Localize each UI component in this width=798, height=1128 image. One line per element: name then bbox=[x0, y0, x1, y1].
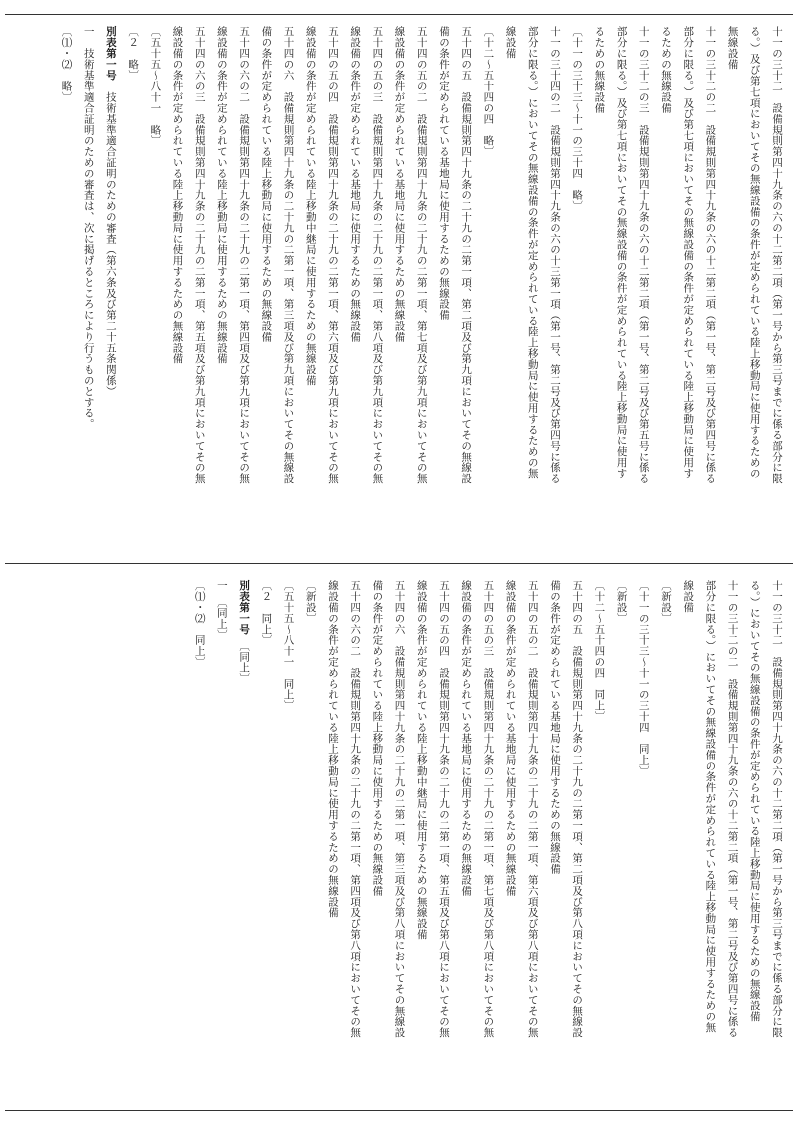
text-line: 五十四の五の三 設備規則第四十九条の二十九の二第一項、第八項及び第九項においてその無 bbox=[371, 26, 384, 484]
appendix-label: 別表第一号 bbox=[104, 26, 117, 81]
text-line: 一 〔同上〕 bbox=[215, 580, 228, 641]
revised-text-panel bbox=[18, 26, 788, 551]
text-line: 五十四の五の四 設備規則第四十九条の二十九の二第一項、第六項及び第九項においてその無 bbox=[326, 26, 339, 484]
text-line: 五十四の六の三 設備規則第四十九条の二十九の二第一項、第五項及び第九項においてその無 bbox=[193, 26, 206, 484]
text-line: る。）及び第七項においてその無線設備の条件が定められている陸上移動局に使用するための bbox=[748, 26, 761, 479]
text-line: 〔十二～五十四の四 略〕 bbox=[482, 26, 495, 157]
text-line: 〔五十五～八十一 略〕 bbox=[149, 26, 162, 146]
text-line: 部分に限る。）においてその無線設備の条件が定められている陸上移動局に使用するための無 bbox=[704, 580, 717, 1033]
text-line: るための無線設備 bbox=[659, 26, 672, 114]
text-line: 線設備の条件が定められている基地局に使用するための無線設備 bbox=[504, 580, 517, 897]
text-line: 線設備の条件が定められている陸上移動局に使用するための無線設備 bbox=[326, 580, 339, 918]
middle-rule bbox=[5, 563, 793, 564]
text-line: 五十四の五の四 設備規則第四十九条の二十九の二第一項、第五項及び第八項においてその無 bbox=[437, 580, 450, 1038]
text-line: 十一の三十二の二 設備規則第四十九条の六の十二第二項（第一号、第二号及び第四号に係る bbox=[704, 26, 717, 484]
text-line: 五十四の六 設備規則第四十九条の二十九の二第一項、第三項及び第九項においてその無線設 bbox=[282, 26, 295, 484]
text-line: 〔新設〕 bbox=[304, 580, 317, 624]
text-line: 〔新設〕 bbox=[615, 580, 628, 624]
text-line: 〔五十五～八十一 同上〕 bbox=[282, 580, 295, 711]
text-line: 備の条件が定められている陸上移動局に使用するための無線設備 bbox=[371, 580, 384, 897]
appendix-label: 別表第一号 bbox=[238, 580, 251, 635]
text-line: 一 技術基準適合証明のための審査は、次に掲げるところにより行うものとする。 bbox=[82, 26, 95, 430]
text-line: 十一の三十二の三 設備規則第四十九条の六の十二第二項（第一号、第二号及び第五号に係る bbox=[637, 26, 650, 484]
appendix-heading: 別表第一号 技術基準適合証明のための審査（第六条及び第二十五条関係） bbox=[104, 26, 117, 397]
text-line: 五十四の六の二 設備規則第四十九条の二十九の二第一項、第四項及び第八項においてその無 bbox=[349, 580, 362, 1038]
text-line: 五十四の六の二 設備規則第四十九条の二十九の二第一項、第四項及び第九項においてその無 bbox=[238, 26, 251, 484]
top-rule bbox=[5, 14, 793, 15]
text-line: 線設備の条件が定められている陸上移動局に使用するための無線設備 bbox=[171, 26, 184, 364]
text-line: 線設備の条件が定められている基地局に使用するための無線設備 bbox=[393, 26, 406, 343]
text-line: 〔十一の三十三～十一の三十四 略〕 bbox=[571, 26, 584, 212]
text-line: 線設備の条件が定められている基地局に使用するための無線設備 bbox=[349, 26, 362, 343]
text-line: 線設備の条件が定められている基地局に使用するための無線設備 bbox=[460, 580, 473, 897]
text-line: 〔２ 同上〕 bbox=[260, 580, 273, 646]
text-line: 部分に限る。）及び第七項においてその無線設備の条件が定められている陸上移動局に使用す bbox=[682, 26, 695, 479]
text-line: 〔十一の三十三～十一の三十四 同上〕 bbox=[637, 580, 650, 777]
text-line: 〔十二～五十四の四 同上〕 bbox=[593, 580, 606, 722]
text-line: 十一の三十四の二 設備規則第四十九条の六の十三第一項（第一号、第二号及び第四号に係る bbox=[548, 26, 561, 484]
bottom-rule bbox=[5, 1110, 793, 1111]
text-line: 五十四の六 設備規則第四十九条の二十九の二第一項、第三項及び第八項においてその無線設 bbox=[393, 580, 406, 1038]
text-line: 〔２ 略〕 bbox=[127, 26, 140, 81]
text-line: 五十四の五 設備規則第四十九条の二十九の二第一項、第二項及び第九項においてその無線設 bbox=[460, 26, 473, 484]
text-line: 五十四の五 設備規則第四十九条の二十九の二第一項、第二項及び第八項においてその無線設 bbox=[571, 580, 584, 1038]
text-line: 十一の三十二 設備規則第四十九条の六の十二第二項（第一号から第三号までに係る部分に限 bbox=[771, 26, 783, 484]
text-line: 備の条件が定められている陸上移動局に使用するための無線設備 bbox=[260, 26, 273, 343]
text-line: 五十四の五の三 設備規則第四十九条の二十九の二第一項、第七項及び第八項においてその無 bbox=[482, 580, 495, 1038]
text-line: 部分に限る。）及び第七項においてその無線設備の条件が定められている陸上移動局に使用す bbox=[615, 26, 628, 479]
text-line: 備の条件が定められている基地局に使用するための無線設備 bbox=[437, 26, 450, 321]
appendix-heading: 別表第一号 〔同上〕 bbox=[238, 580, 251, 684]
text-line: 十一の三十二の二 設備規則第四十九条の六の十二第二項（第一号、第二号及び第四号に係る bbox=[726, 580, 739, 1038]
text-line: 部分に限る。）においてその無線設備の条件が定められている陸上移動局に使用するための無 bbox=[526, 26, 539, 479]
text-line: 線設備の条件が定められている陸上移動中継局に使用するための無線設備 bbox=[415, 580, 428, 940]
text-line: 備の条件が定められている基地局に使用するための無線設備 bbox=[548, 580, 561, 875]
former-text-panel bbox=[18, 580, 788, 1100]
text-line: 〔⑴・⑵ 略〕 bbox=[60, 26, 73, 103]
text-line: 〔新設〕 bbox=[659, 580, 672, 624]
text-line: 十一の三十二 設備規則第四十九条の六の十二第二項（第一号から第三号までに係る部分に限 bbox=[771, 580, 783, 1038]
text-line: 五十四の五の二 設備規則第四十九条の二十九の二第一項、第六項及び第八項においてその無 bbox=[526, 580, 539, 1038]
text-line: るための無線設備 bbox=[593, 26, 606, 114]
text-line: る。）においてその無線設備の条件が定められている陸上移動局に使用するための無線設備 bbox=[748, 580, 761, 1022]
text-line: 線設備 bbox=[504, 26, 517, 59]
text-line: 線設備の条件が定められている陸上移動局に使用するための無線設備 bbox=[215, 26, 228, 364]
text-line: 線設備 bbox=[682, 580, 695, 613]
text-line: 無線設備 bbox=[726, 26, 739, 70]
text-line: 五十四の五の二 設備規則第四十九条の二十九の二第一項、第七項及び第九項においてその無 bbox=[415, 26, 428, 484]
text-line: 線設備の条件が定められている陸上移動中継局に使用するための無線設備 bbox=[304, 26, 317, 386]
text-line: 〔⑴・⑵ 同上〕 bbox=[193, 580, 206, 668]
